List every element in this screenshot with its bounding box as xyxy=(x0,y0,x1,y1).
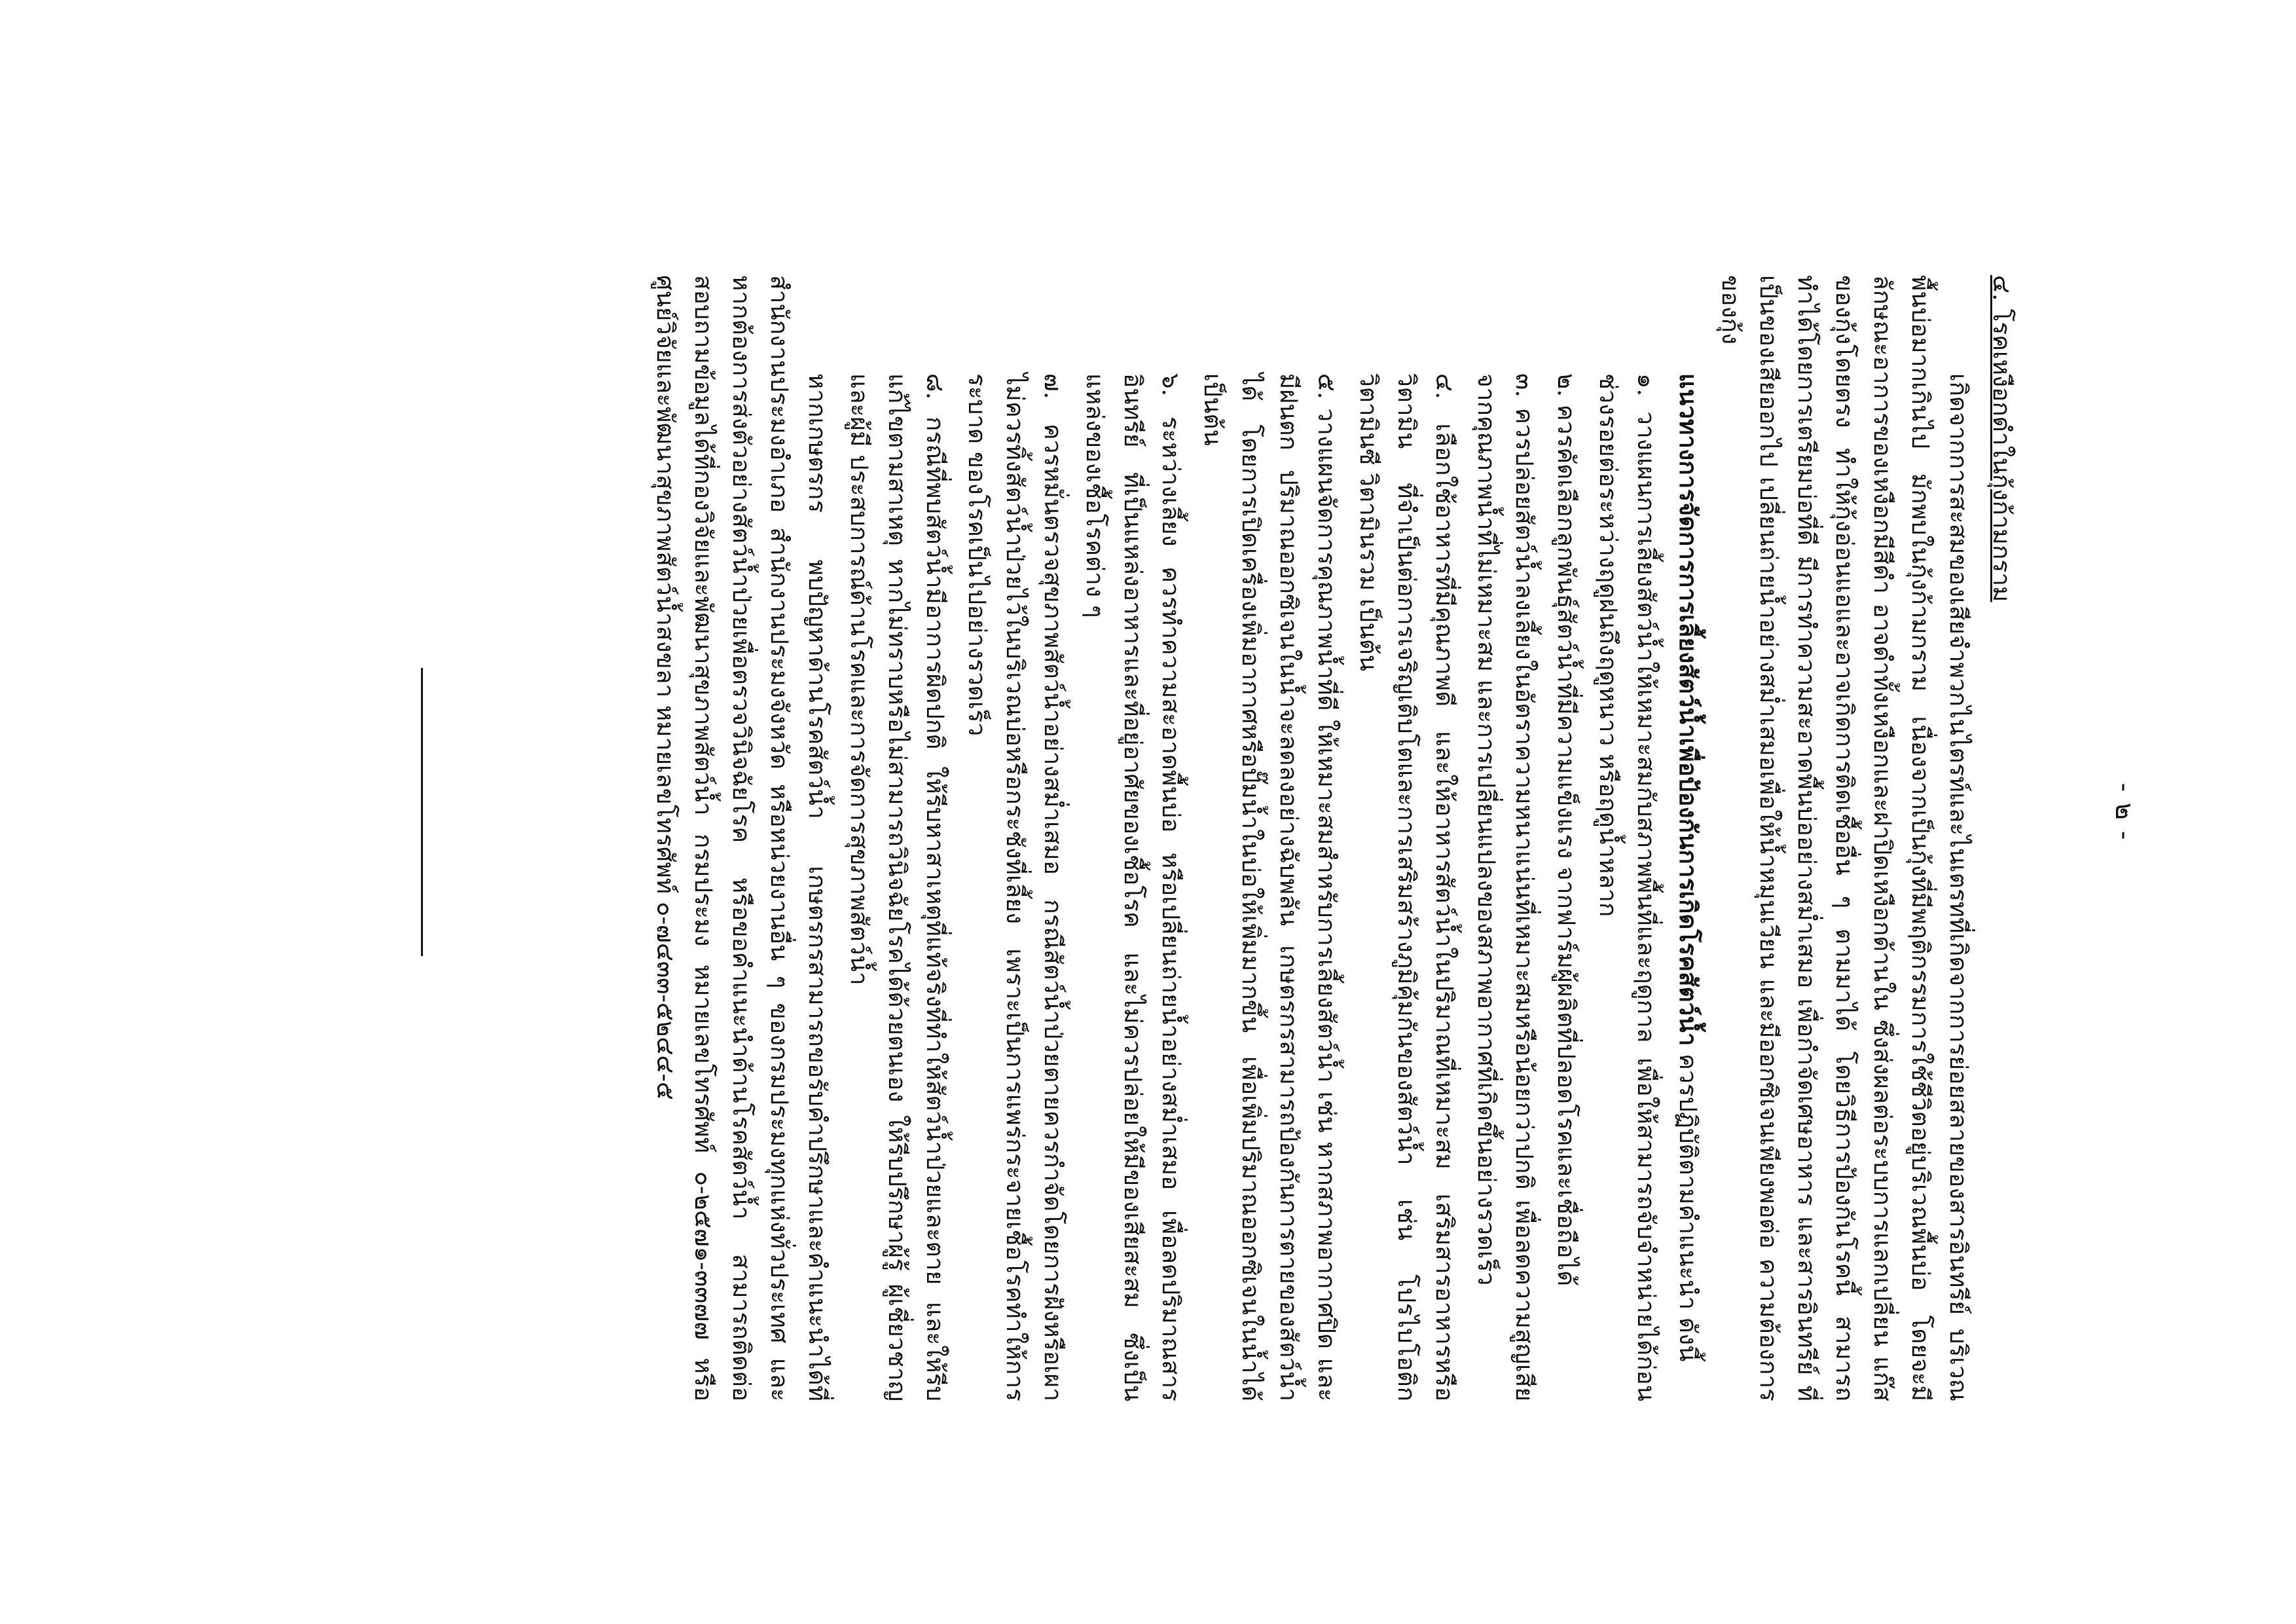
end-divider-line xyxy=(421,668,423,956)
document-body xyxy=(642,275,2020,1401)
guideline-item-6: ๖. ระหว่างเลี้ยง ควรทำความสะอาดพื้นบ่อ หรือเปลี่ยนถ่ายน้ำอย่างสม่ำเสมอ เพื่อลดปริมาณสารอินทรีย์ ที่เป็นแหล่งอาหารและที่อยู่อาศัยของเชื้อโรค และไม่ควรปล่อยให้มีของเสียสะสม ซึ่งเป็นแหล่งของเชื้อโรคต่าง ๆ xyxy=(1081,373,1185,1401)
guidelines-heading: แนวทางการจัดการการเลี้ยงสัตว์น้ำเพื่อป้องกันการเกิดโรคสัตว์น้ำ xyxy=(1674,373,1703,1046)
guideline-item-7: ๗. ควรหมั่นตรวจสุขภาพสัตว์น้ำอย่างสม่ำเสมอ กรณีสัตว์น้ำป่วยตายควรกำจัดโดยการฝังหรือเผา ไม่ควรทิ้งสัตว์น้ำป่วยไว้ในบริเวณบ่อหรือกระชังที่เลี้ยง เพราะเป็นการแพร่กระจายเชื้อโรคทำให้การระบาด ของโรคเป็นไปอย่างรวดเร็ว xyxy=(963,373,1067,1401)
section-heading: ๔. โรคเหงือกดำในกุ้งก้ามกราม xyxy=(1988,275,2016,602)
guidelines-intro: ควรปฏิบัติตามคำแนะนำ ดังนี้ xyxy=(1674,1046,1702,1362)
guideline-item-3: ๓. ควรปล่อยสัตว์น้ำลงเลี้ยงในอัตราความหนาแน่นที่เหมาะสมหรือน้อยกว่าปกติ เพื่อลดความสูญเสีย จากคุณภาพน้ำที่ไม่เหมาะสม และการเปลี่ยนแปลงของสภาพอากาศที่เกิดขึ้นอย่างรวดเร็ว xyxy=(1472,373,1539,1401)
guideline-item-1: ๑. วางแผนการเลี้ยงสัตว์น้ำให้เหมาะสมกับสภาพพื้นที่และฤดูกาล เพื่อให้สามารถจับจำหน่ายได้ก่อน ช่วงรอยต่อระหว่างฤดูฝนถึงฤดูหนาว หรือฤดูน้ำหลาก xyxy=(1594,373,1660,1401)
guidelines-paragraph xyxy=(1669,275,1707,1401)
guideline-item-2: ๒. ควรคัดเลือกลูกพันธุ์สัตว์น้ำที่มีความแข็งแรง จากฟาร์มผู้ผลิตที่ปลอดโรคและเชื่อถือได้ xyxy=(1552,373,1580,1287)
guideline-item-5: ๕. วางแผนจัดการคุณภาพน้ำที่ดี ให้เหมาะสมสำหรับการเลี้ยงสัตว์น้ำ เช่น หากสภาพอากาศปิด และมีฝนตก ปริมาณออกซิเจนในน้ำจะลดลงอย่างฉับพลัน เกษตรกรสามารถป้องกันการตายของสัตว์น้ำได้ โดยการเปิดเครื่องเพิ่มอากาศหรือปั๊มน้ำในบ่อให้เพิ่มมากขึ้น เพื่อเพิ่มปริมาณออกซิเจนในน้ำได้ เป็นต้น xyxy=(1199,373,1341,1401)
page-number: - ๒ - xyxy=(2109,783,2140,841)
closing-paragraph: หากเกษตรกร พบปัญหาด้านโรคสัตว์น้ำ เกษตรกรสามารถขอรับคำปรึกษาและคำแนะนำได้ที่ สำนักงานประมงอำเภอ สำนักงานประมงจังหวัด หรือหน่วยงานอื่น ๆ ของกรมประมงทุกแห่งทั่วประเทศ และหากต้องการส่งตัวอย่างสัตว์น้ำป่วยเพื่อตรวจวินิจฉัยโรค หรือขอคำแนะนำด้านโรคสัตว์น้ำ สามารถติดต่อ สอบถามข้อมูลได้ที่กองวิจัยและพัฒนาสุขภาพสัตว์น้ำ กรมประมง หมายเลขโทรศัพท์ ๐-๒๕๗๑-๓๓๗๗ หรือศูนย์วิจัยและพัฒนาสุขภาพสัตว์น้ำสงขลา หมายเลขโทรศัพท์ ๐-๗๔๓๓-๕๒๔๔-๕ xyxy=(651,275,831,1401)
intro-paragraph: เกิดจากการสะสมของเสียจำพวกไนไตรท์และไนเตรทที่เกิดจากการย่อยสลายของสารอินทรีย์ บริเวณพื้นบ่อมากเกินไป มักพบในกุ้งก้ามกราม เนื่องจากเป็นกุ้งที่มีพฤติกรรมการใช้ชีวิตอยู่บริเวณพื้นบ่อ โดยจะมีลักษณะอาการของเหงือกมีสีดำ อาจดำทั้งเหงือกและฝาปิดเหงือกด้านใน ซึ่งส่งผลต่อระบบการแลกเปลี่ยน แก๊สของกุ้งโดยตรง ทำให้กุ้งอ่อนแอและอาจเกิดการติดเชื้ออื่น ๆ ตามมาได้ โดยวิธีการป้องกันโรคนี้ สามารถ ทำได้โดยการเตรียมบ่อที่ดี มีการทำความสะอาดพื้นบ่ออย่างสม่ำเสมอ เพื่อกำจัดเศษอาหาร และสารอินทรีย์ ที่เป็นของเสียออกไป เปลี่ยนถ่ายน้ำอย่างสม่ำเสมอเพื่อให้น้ำหมุนเวียน และมีออกซิเจนเพียงพอต่อ ความต้องการของกุ้ง xyxy=(1717,275,1973,1401)
guideline-item-4: ๔. เลือกใช้อาหารที่มีคุณภาพดี และให้อาหารสัตว์น้ำในปริมาณที่เหมาะสม เสริมสารอาหารหรือวิตามิน ที่จำเป็นต่อการเจริญเติบโตและการเสริมสร้างภูมิคุ้มกันของสัตว์น้ำ เช่น โปรไบโอติก วิตามินซี วิตามินรวม เป็นต้น xyxy=(1355,373,1459,1401)
guideline-item-8: ๘. กรณีที่พบสัตว์น้ำมีอาการผิดปกติ ให้รีบหาสาเหตุที่แท้จริงที่ทำให้สัตว์น้ำป่วยและตาย และให้รีบ แก้ไขตามสาเหตุ หากไม่ทราบหรือไม่สามารถวินิจฉัยโรคได้ด้วยตนเอง ให้รีบปรึกษาผู้รู้ ผู้เชี่ยวชาญและผู้มี ประสบการณ์ด้านโรคและการจัดการสุขภาพสัตว์น้ำ xyxy=(845,373,949,1401)
